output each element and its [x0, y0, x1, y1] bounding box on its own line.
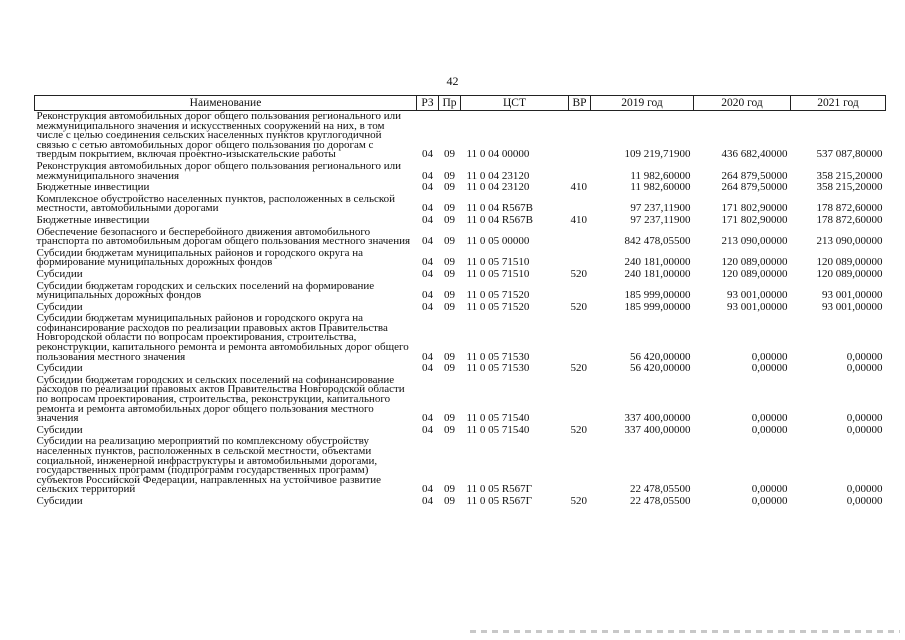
row-vr: 520	[570, 362, 587, 375]
row-vr: 520	[570, 300, 587, 313]
table-row	[35, 182, 886, 194]
row-cst: 11 0 04 00000	[466, 148, 530, 161]
row-name: Бюджетные инвестиции	[36, 213, 150, 226]
table-row	[35, 313, 886, 363]
row-vr	[569, 248, 591, 269]
row-cst: 11 0 05 71520	[466, 300, 530, 313]
row-vr: 520	[570, 494, 587, 507]
row-value-2020: 171 802,90000	[721, 213, 788, 226]
row-value-2021: 0,00000	[846, 423, 883, 436]
row-rz: 04	[422, 362, 433, 375]
row-rz: 04	[422, 289, 433, 302]
row-cst: 11 0 04 23120	[466, 181, 530, 194]
row-cst: 11 0 05 R567Г	[466, 494, 533, 507]
row-value-2020: 436 682,40000	[721, 148, 788, 161]
row-vr: 410	[570, 213, 587, 226]
row-rz: 04	[422, 494, 433, 507]
row-value-2021: 178 872,60000	[816, 202, 883, 215]
row-pr: 09	[444, 169, 455, 182]
row-value-2020: 0,00000	[751, 423, 788, 436]
row-name: Субсидии на реализацию мероприятий по комплексному обустройству населенных пунктов, расположенных в сельской местности, объектами социальной, инженерной инфраструктуры и автомобильными дорогами, государственных программ (подпрограмм государственных программ) субъектов Российской Федерации, направленных на устойчивое развитие сельских территорий	[36, 435, 382, 496]
row-cst: 11 0 05 00000	[466, 235, 530, 248]
row-value-2019: 56 420,00000	[630, 350, 691, 363]
row-value-2020: 264 879,50000	[721, 169, 788, 182]
row-pr: 09	[444, 483, 455, 496]
row-value-2020: 0,00000	[751, 483, 788, 496]
row-pr: 09	[444, 423, 455, 436]
row-name: Субсидии бюджетам муниципальных районов и городского округа на формирование муниципальных дорожных фондов	[36, 246, 364, 269]
row-value-2021: 358 215,20000	[816, 181, 883, 194]
row-vr: 410	[570, 181, 587, 194]
row-value-2021: 213 090,00000	[816, 235, 883, 248]
row-pr: 09	[444, 350, 455, 363]
row-pr: 09	[444, 235, 455, 248]
table-row	[35, 227, 886, 248]
row-value-2021: 120 089,00000	[816, 267, 883, 280]
row-value-2019: 22 478,05500	[630, 494, 691, 507]
row-pr: 09	[444, 289, 455, 302]
row-name: Реконструкция автомобильных дорог общего пользования регионального или межмуниципального значения	[36, 159, 401, 182]
row-rz: 04	[422, 423, 433, 436]
row-rz: 04	[422, 169, 433, 182]
row-pr: 09	[444, 300, 455, 313]
row-cst: 11 0 05 R567Г	[466, 483, 533, 496]
row-value-2020: 120 089,00000	[721, 256, 788, 269]
row-cst: 11 0 04 23120	[466, 169, 530, 182]
row-value-2019: 337 400,00000	[624, 423, 691, 436]
row-name: Субсидии бюджетам муниципальных районов и городского округа на софинансирование расходов по реализации правовых актов Правительства Новгородской области по вопросам проектирования, строительства, реконструкции, капитального ремонта и ремонта автомобильных дорог общего пользования местного значения	[36, 312, 409, 363]
row-cst: 11 0 05 71520	[466, 289, 530, 302]
row-rz: 04	[422, 300, 433, 313]
row-pr: 09	[444, 412, 455, 425]
table-row	[35, 248, 886, 269]
budget-table	[34, 95, 886, 508]
row-value-2020: 93 001,00000	[727, 289, 788, 302]
row-rz: 04	[422, 483, 433, 496]
row-value-2020: 213 090,00000	[721, 235, 788, 248]
table-header-row	[35, 96, 886, 111]
table-row	[35, 111, 886, 161]
row-rz: 04	[422, 202, 433, 215]
header-pr: Пр	[439, 96, 461, 111]
row-name: Субсидии	[36, 494, 83, 507]
row-rz: 04	[422, 412, 433, 425]
row-value-2019: 97 237,11900	[630, 213, 691, 226]
row-pr: 09	[444, 267, 455, 280]
row-vr: 520	[570, 267, 587, 280]
row-value-2019: 240 181,00000	[624, 267, 691, 280]
row-name: Субсидии бюджетам городских и сельских поселений на софинансирование расходов по реализации правовых актов Правительства Новгородской области по вопросам проектирования, строительства, реконструкции, капитального ремонта и ремонта автомобильных дорог общего пользования местного значения	[36, 373, 405, 425]
row-vr	[569, 161, 591, 182]
table-row	[35, 375, 886, 425]
row-value-2020: 0,00000	[751, 494, 788, 507]
row-cst: 11 0 05 71530	[466, 350, 530, 363]
row-value-2020: 264 879,50000	[721, 181, 788, 194]
row-name: Комплексное обустройство населенных пунктов, расположенных в сельской местности, автомобильными дорогами	[36, 192, 396, 215]
row-value-2019: 97 237,11900	[630, 202, 691, 215]
table-row	[35, 496, 886, 508]
row-vr	[569, 111, 591, 161]
header-vr: ВР	[569, 96, 591, 111]
row-pr: 09	[444, 494, 455, 507]
row-pr: 09	[444, 256, 455, 269]
header-cst: ЦСТ	[461, 96, 569, 111]
row-value-2021: 537 087,80000	[816, 148, 883, 161]
row-value-2020: 0,00000	[751, 412, 788, 425]
row-pr: 09	[444, 362, 455, 375]
row-pr: 09	[444, 181, 455, 194]
row-name: Субсидии	[36, 267, 83, 280]
header-name: Наименование	[35, 96, 417, 111]
table-row	[35, 194, 886, 215]
row-value-2021: 0,00000	[846, 483, 883, 496]
row-vr	[569, 194, 591, 215]
row-vr	[569, 375, 591, 425]
row-cst: 11 0 04 R567B	[466, 213, 534, 226]
row-rz: 04	[422, 267, 433, 280]
row-value-2019: 22 478,05500	[630, 483, 691, 496]
row-value-2020: 120 089,00000	[721, 267, 788, 280]
header-2020: 2020 год	[694, 96, 791, 111]
row-cst: 11 0 05 71510	[466, 256, 530, 269]
row-value-2021: 0,00000	[846, 350, 883, 363]
row-value-2021: 178 872,60000	[816, 213, 883, 226]
row-name: Реконструкция автомобильных дорог общего пользования регионального или межмуниципального значения и искусственных сооружений на них, в том числе с целью соединения сельских населенных пунктов круглогодичной связью с сетью автомобильных дорог общего пользования по дорогам с твердым покрытием, включая проектно-изыскательские работы	[36, 110, 401, 161]
row-value-2019: 240 181,00000	[624, 256, 691, 269]
row-cst: 11 0 05 71540	[466, 412, 530, 425]
row-pr: 09	[444, 148, 455, 161]
row-rz: 04	[422, 350, 433, 363]
row-pr: 09	[444, 202, 455, 215]
scan-artifact	[470, 630, 900, 633]
row-vr	[569, 313, 591, 363]
row-rz: 04	[422, 256, 433, 269]
row-value-2019: 11 982,60000	[630, 169, 691, 182]
row-cst: 11 0 05 71510	[466, 267, 530, 280]
table-row	[35, 436, 886, 496]
row-rz: 04	[422, 181, 433, 194]
row-vr	[569, 436, 591, 496]
row-value-2021: 120 089,00000	[816, 256, 883, 269]
row-value-2019: 109 219,71900	[624, 148, 691, 161]
row-name: Бюджетные инвестиции	[36, 181, 150, 194]
row-value-2021: 0,00000	[846, 362, 883, 375]
page-number: 42	[446, 74, 459, 88]
row-vr	[569, 281, 591, 302]
row-value-2019: 337 400,00000	[624, 412, 691, 425]
row-value-2021: 0,00000	[846, 494, 883, 507]
header-2021: 2021 год	[791, 96, 886, 111]
table-row	[35, 215, 886, 227]
row-name: Субсидии	[36, 300, 83, 313]
row-cst: 11 0 05 71530	[466, 362, 530, 375]
row-name: Субсидии	[36, 362, 83, 375]
row-value-2020: 93 001,00000	[727, 300, 788, 313]
table-body	[35, 111, 886, 508]
row-rz: 04	[422, 235, 433, 248]
row-vr	[569, 227, 591, 248]
row-value-2019: 56 420,00000	[630, 362, 691, 375]
row-value-2020: 171 802,90000	[721, 202, 788, 215]
row-value-2020: 0,00000	[751, 350, 788, 363]
row-name: Субсидии бюджетам городских и сельских поселений на формирование муниципальных дорожных фондов	[36, 279, 375, 302]
table-row	[35, 281, 886, 302]
row-value-2020: 0,00000	[751, 362, 788, 375]
row-cst: 11 0 04 R567B	[466, 202, 534, 215]
row-name: Обеспечение безопасного и бесперебойного движения автомобильного транспорта по автомобильным дорогам общего пользования местного значения	[36, 225, 411, 248]
row-rz: 04	[422, 213, 433, 226]
row-value-2019: 842 478,05500	[624, 235, 691, 248]
row-value-2021: 93 001,00000	[822, 300, 883, 313]
row-value-2019: 185 999,00000	[624, 289, 691, 302]
row-name: Субсидии	[36, 423, 83, 436]
row-vr: 520	[570, 423, 587, 436]
row-value-2019: 11 982,60000	[630, 181, 691, 194]
table-row	[35, 161, 886, 182]
row-value-2021: 93 001,00000	[822, 289, 883, 302]
row-value-2021: 358 215,20000	[816, 169, 883, 182]
row-cst: 11 0 05 71540	[466, 423, 530, 436]
row-value-2021: 0,00000	[846, 412, 883, 425]
row-rz: 04	[422, 148, 433, 161]
table-row	[35, 269, 886, 281]
row-value-2019: 185 999,00000	[624, 300, 691, 313]
row-pr: 09	[444, 213, 455, 226]
header-rz: РЗ	[417, 96, 439, 111]
header-2019: 2019 год	[591, 96, 694, 111]
